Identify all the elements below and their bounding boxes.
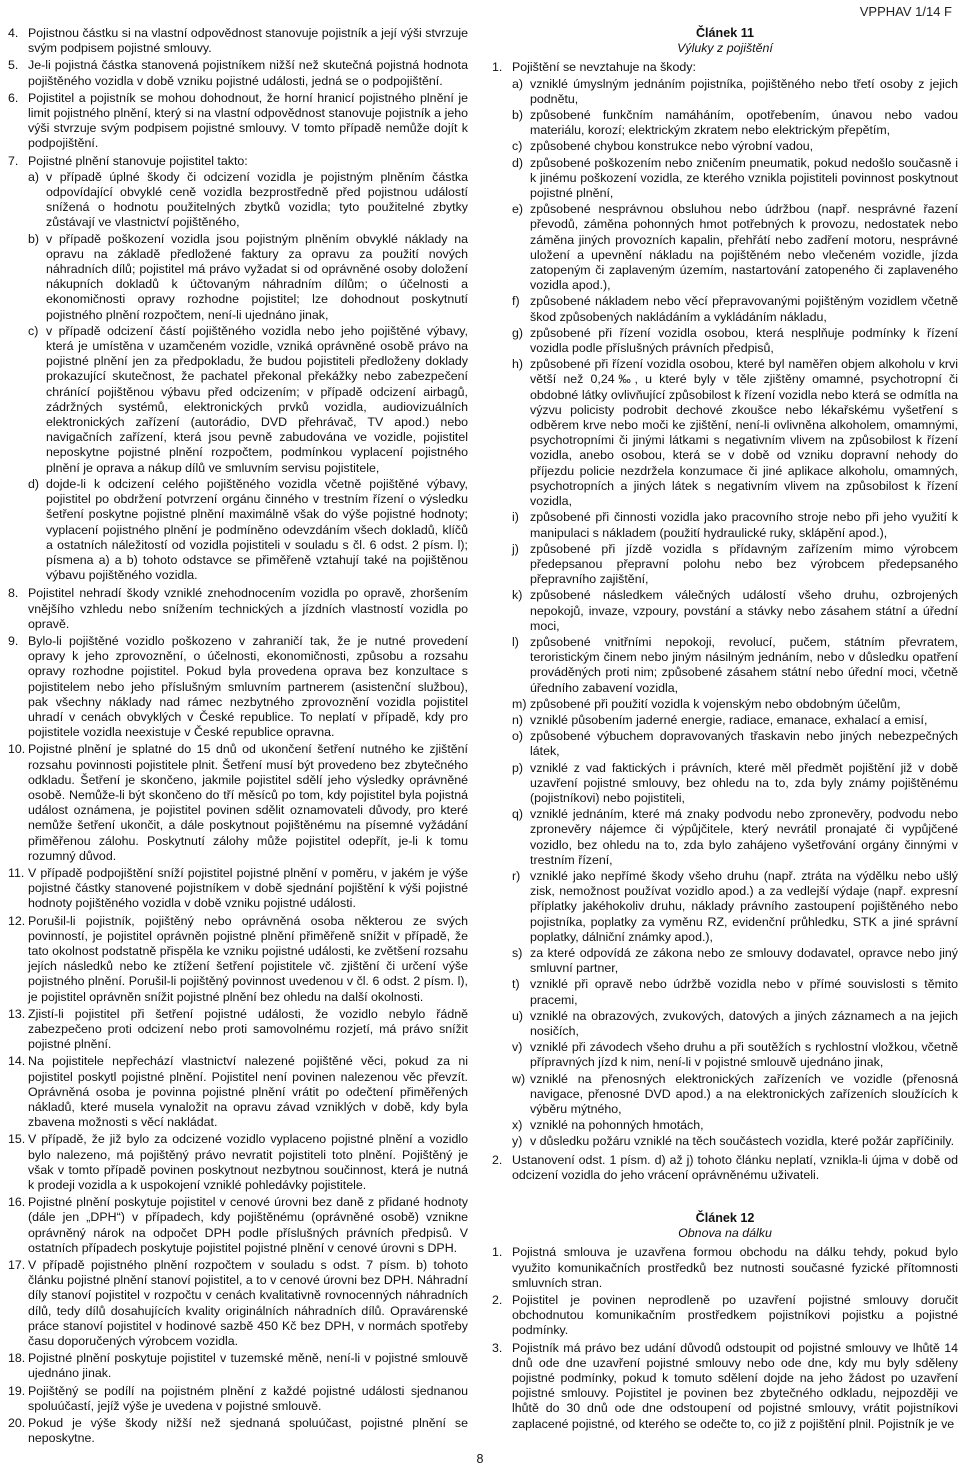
sub-text: způsobené při řízení vozidla osobou, které byl naměřen objem alkoholu v krvi větší než 0,24‰, u které byly v těle zjištěny omamné, psychotropní či obdobné látky ovlivňující způsobilost k řízení vozidla nebo která se odmítla na výzvu policisty podrobit dechové zkoušce nebo lékařskému vyšetření s odběrem krve nebo moči ke zjištění, není-li ovlivněna alkoholem, omamnými, psychotropními či jinými látkami s negativním vlivem na způsobilost k řízení vozidla, anebo osobou, která se v době od vzniku dopravní nehody do příjezdu policie nezdržela konzumace či jiné aplikace alkoholu, omamných, psychotropních a jiných látek s negativním vlivem na způsobilost k řízení vozidla, [530, 357, 958, 509]
sub-clause-b [28, 232, 468, 323]
sub-text: v důsledku požáru vzniklé na těch součástech vozidla, které požár zapříčinily. [530, 1134, 955, 1149]
clause-number: 8. [8, 586, 19, 601]
exclusion-l [512, 635, 958, 696]
clause-text: V případě podpojištění sníží pojistitel pojistné plnění v poměru, v jakém je výše pojistné částky stanovené pojistníkem v době sjednání pojištění k výši pojistné hodnoty pojištěného vozidla v době vzniku pojistné události. [28, 865, 468, 911]
sub-letter: s) [512, 945, 523, 960]
exclusion-x [512, 1118, 958, 1133]
document-code: VPPHAV 1/14 F [859, 4, 952, 19]
exclusion-n [512, 713, 958, 728]
clause-4 [8, 26, 468, 56]
clause-14 [8, 1054, 468, 1130]
art12-clause-3 [492, 1341, 958, 1432]
sub-text: způsobené výbuchem dopravovaných třaskavin nebo jiných nebezpečných látek, [530, 729, 958, 759]
sub-letter: d) [28, 476, 40, 491]
left-column [8, 26, 468, 1448]
sub-letter: e) [512, 202, 524, 217]
exclusion-g [512, 326, 958, 356]
sub-text: vzniklé jako nepřímé škody všeho druhu (např. ztráta na výdělku nebo ušlý zisk, nemožnost používat vozidlo apod.) a za vedlejší výdaje (např. expresní příplatky jakéhokoliv druhu, náklady právního zastoupení pojištěného nebo pojistníka, poplatky za vyměnu RZ, evidenční průhledku, STK a jiné správní poplatky, dálniční známky apod.), [530, 868, 958, 944]
sub-letter: f) [512, 294, 520, 309]
clause-number: 20. [8, 1416, 26, 1431]
sub-letter: i) [512, 510, 519, 525]
exclusion-h [512, 357, 958, 509]
exclusion-t [512, 977, 958, 1007]
sub-letter: b) [28, 231, 40, 246]
sub-letter: a) [512, 76, 524, 91]
exclusion-e [512, 202, 958, 293]
clause-text: Pokud je výše škody nižší než sjednaná spoluúčast, pojistné plnění se neposkytne. [28, 1416, 468, 1446]
clause-text: Pojistné plnění poskytuje pojistitel v cenové úrovni bez daně z přidané hodnoty (dále jen „DPH“) v případech, kdy pojištěnému (oprávněné osobě) vznikne oprávněný nárok na odpočet DPH podle příslušných právních předpisů. V ostatních případech poskytuje pojistitel pojistné plnění v cenové úrovni s DPH. [28, 1195, 468, 1255]
clause-number: 3. [492, 1340, 503, 1355]
exclusion-o [512, 729, 958, 759]
sub-letter: o) [512, 729, 524, 744]
clause-11 [8, 866, 468, 912]
sub-letter: p) [512, 760, 524, 775]
exclusion-y [512, 1134, 958, 1149]
clause-text: Zjistí-li pojistitel při šetření pojistné události, že vozidlo nebylo řádně zabezpečeno proti odcizení nebo proti samovolnému rozjetí, má právo snížit pojistné plnění. [28, 1006, 468, 1052]
sub-text: způsobené následkem válečných událostí všeho druhu, ozbrojených nepokojů, invaze, vzpoury, povstání a stávky nebo zásahem státní a úřední moci, [530, 588, 958, 633]
sub-text: v případě odcizení částí pojištěného vozidla nebo jeho pojištěné výbavy, která je umístěna v uzamčeném vozidle, vzniká oprávněné osobě právo na pojistné plnění jen za předpokladu, že budou pojistiteli předloženy doklady prokazující skutečnost, že pachatel překonal překážky nebo zabezpečení chránící pojištěnou výbavu před odcizením; v případě odcizení airbagů, zádržných systémů, elektronických prvků vozidla, audiovizuálních elektronických zařízení (autorádio, DVD přehrávač, TV apod.) nebo navigačních zařízení, která jsou pevně zabudována ve vozidle, pojistitel neposkytne pojistné plnění rozpočtem, podmínkou vyplacení pojistného plnění je oprava a nákup dílů ve smluvním servisu pojistitele, [46, 323, 468, 475]
sub-text: způsobené chybou konstrukce nebo výrobní vadou, [530, 139, 814, 154]
article-12-subtitle: Obnova na dálku [678, 1226, 772, 1241]
clause-number: 10. [8, 742, 26, 757]
sub-letter: x) [512, 1118, 523, 1133]
sub-clause-d [28, 477, 468, 583]
clause-text: Pojistitel a pojistník se mohou dohodnout, že horní hranicí pojistného plnění je limit pojistného plnění, který si na vlastní odpovědnost stanovuje pojistník a jeho výši stvrzuje svým podpisem pojistné smlouvy. V tomto případě nemůže dojít k podpojištění. [28, 90, 468, 151]
clause-text: Pojistitel je povinen neprodleně po uzavření pojistné smlouvy doručit obchodnutou komunikačním prostředkem pojistníkovi pojistku a pojistné podmínky. [512, 1293, 958, 1338]
sub-letter: j) [512, 541, 519, 556]
sub-text: vzniklé na obrazových, zvukových, datových a jiných záznamech a na jejich nosičích, [530, 1008, 958, 1038]
sub-letter: y) [512, 1134, 523, 1149]
clause-18 [8, 1351, 468, 1381]
exclusion-f [512, 294, 958, 324]
clause-10 [8, 742, 468, 864]
exclusion-i [512, 510, 958, 540]
sub-text: způsobené při jízdě vozidla s přídavným zařízením mimo výrobcem předepsanou přepravní polohu nebo bez výrobcem předepsaného přepravního zajištění, [530, 541, 958, 587]
clause-number: 7. [8, 153, 19, 168]
clause-number: 15. [8, 1132, 26, 1147]
sub-letter: a) [28, 169, 40, 184]
sub-text: způsobené nákladem nebo věcí přepravovanými pojištěným vozidlem včetně škod způsobených nakládáním a vykládáním nákladu, [530, 294, 958, 324]
clause-number: 17. [8, 1258, 26, 1273]
exclusion-p [512, 761, 958, 807]
clause-20 [8, 1416, 468, 1446]
sub-clause-a [28, 170, 468, 231]
sub-text: vzniklé na pohonných hmotách, [530, 1118, 704, 1133]
sub-letter: q) [512, 807, 524, 822]
clause-number: 5. [8, 58, 19, 73]
sub-letter: m) [512, 696, 527, 711]
sub-text: vzniklé z vad faktických i právních, které měl předmět pojištění již v době uzavření pojistné smlouvy, bez ohledu na to, zda byly známy pojištěnému (pojistníkovi) nebo pojistiteli, [530, 760, 958, 805]
exclusion-r [512, 869, 958, 945]
sub-letter: h) [512, 357, 524, 372]
sub-text: vzniklé při opravě nebo údržbě vozidla nebo v přímé souvislosti s těmito pracemi, [530, 977, 958, 1007]
clause-text: Je-li pojistná částka stanovená pojistníkem nižší než skutečná pojistná hodnota pojištěného vozidla v době vzniku pojistné události, jedná se o podpojištění. [28, 58, 468, 88]
sub-letter: c) [512, 139, 523, 154]
exclusion-u [512, 1009, 958, 1039]
clause-text: Porušil-li pojistník, pojištěný nebo oprávněná osoba některou ze svých povinností, je pojistitel oprávněn pojistné plnění přiměřeně snížit v případě, že tato okolnost podstatně přispěla ke vzniku pojistné události, ke zvětšení rozsahu jejích následků nebo ke ztížení šetření pojistitele vč. zjištění či určení výše pojistného plnění. Porušil-li pojištěný povinnost uvedenou v čl. 6 odst. 2 písm. l), je pojistitel oprávněn snížit pojistné plnění bez ohledu na další okolnosti. [28, 913, 468, 1004]
clause-number: 18. [8, 1351, 26, 1366]
clause-5 [8, 58, 468, 88]
clause-number: 1. [492, 1245, 503, 1260]
sub-letter: n) [512, 712, 524, 727]
clause-text: V případě pojistného plnění rozpočtem v souladu s odst. 7 písm. b) tohoto článku pojistné plnění stanoví pojistitel, a to v cenové úrovni bez DPH. Náhradní díly stanoví pojistitel v rozpočtu v cenách kvalitativně rovnocenných náhradních dílů, tedy dílů dosahujících kvality originálních náhradních dílů. Opravárenské práce stanoví pojistitel v hodinové sazbě 450 Kč bez DPH, v normách spotřeby času doporučených výrobcem vozidla. [28, 1258, 468, 1349]
exclusion-v [512, 1040, 958, 1070]
sub-text: způsobené při činnosti vozidla jako pracovního stroje nebo při jeho využití k manipulaci s nákladem (použití hydraulické ruky, sklápění apod.), [530, 510, 958, 540]
clause-number: 13. [8, 1006, 26, 1021]
exclusion-m [512, 697, 958, 712]
clause-8 [8, 586, 468, 632]
clause-7 [8, 154, 468, 585]
art11-clause-2 [492, 1153, 958, 1183]
clause-text: Pojistné plnění je splatné do 15 dnů od ukončení šetření nutného ke zjištění rozsahu povinnosti pojistitele plnit. Šetření musí být provedeno bez zbytečného odkladu. Šetření je skončeno, jakmile pojistitel sdělí jeho výsledky oprávněné osobě. Nemůže-li být skončeno do tří měsíců po tom, kdy pojistitel byla pojistná událost oznámena, je pojistitel povinen sdělit oznamovateli důvody, pro které nemůže šetření ukončit, a dále poskytnout pojištěnému na písemné vyžádání přiměřenou zálohu. Poskytnutí zálohy může pojistitel odepřít, je-li k tomu rozumný důvod. [28, 742, 468, 863]
clause-number: 16. [8, 1195, 26, 1210]
sub-letter: t) [512, 977, 520, 992]
clause-number: 6. [8, 90, 19, 105]
clause-13 [8, 1007, 468, 1053]
clause-number: 9. [8, 633, 19, 648]
sub-letter: b) [512, 108, 524, 123]
clause-text: V případě, že již bylo za odcizené vozidlo vyplaceno pojistné plnění a vozidlo bylo nalezeno, má pojištěný právo nevratit pojistiteli toto plnění. Pojištěný je však v tomto případě povinen poskytnout nezbytnou součinnost, která je nutná k prodeji vozidla a k uspokojení vzniklé pohledávky pojistitele. [28, 1132, 468, 1193]
sub-text: způsobené při řízení vozidla osobou, která nesplňuje podmínky k řízení vozidla podle příslušných právních předpisů, [530, 325, 958, 356]
exclusion-k [512, 588, 958, 634]
exclusion-a [512, 77, 958, 107]
clause-number: 2. [492, 1152, 503, 1167]
clause-15 [8, 1132, 468, 1193]
sub-letter: w) [512, 1071, 526, 1086]
sub-clause-c [28, 324, 468, 476]
clause-number: 2. [492, 1293, 503, 1308]
right-column [492, 26, 958, 1434]
art11-clause-1 [492, 60, 958, 1150]
clause-text: Pojistnou částku si na vlastní odpovědnost stanovuje pojistník a její výši stvrzuje svým podpisem pojistné smlouvy. [28, 26, 468, 56]
article-11-title: Článek 11 [695, 26, 755, 40]
sub-text: dojde-li k odcizení celého pojištěného vozidla včetně pojištěné výbavy, pojistitel po obdržení potvrzení orgánu činného v trestním řízení o výsledku šetření poskytne pojistné plnění maximálně však do výše pojistné hodnoty; vyplacení pojistného plnění je podmíněno odevzdáním všech dokladů, klíčů a ostatních náležitostí od vozidla pojistiteli v souladu s čl. 6 odst. 2 písm. l); písmena a) a b) tohoto odstavce se přiměřeně vztahují také na pojištěnou výbavu pojištěného vozidla. [46, 476, 468, 583]
clause-number: 12. [8, 913, 26, 928]
clause-number: 1. [492, 60, 503, 75]
clause-9 [8, 634, 468, 740]
sub-text: v případě úplné škody či odcizení vozidla je pojistným plněním částka odpovídající obvyklé ceně vozidla bezprostředně před pojistnou událostí snížená o hodnotu použitelných zbytků vozidla; tyto použitelné zbytky zůstávají ve vlastnictví pojištěného, [46, 169, 468, 230]
article-12-title: Článek 12 [695, 1211, 755, 1226]
clause-number: 11. [8, 865, 25, 880]
exclusion-c [512, 139, 958, 154]
sub-text: způsobené poškozením nebo zničením pneumatik, pokud nedošlo současně i k jinému poškození vozidla, ze kterého vznikla pojistiteli povinnost poskytnout pojistné plnění, [530, 155, 958, 201]
sub-text: způsobené vnitřními nepokoji, revolucí, pučem, státním převratem, teroristickým činem nebo jiným násilným jednáním, nebo v důsledku opatření prováděných proti nim; způsobené zásahem státní nebo úřední moci, včetně úředního zabavení vozidla, [530, 634, 958, 695]
exclusion-q [512, 807, 958, 868]
clause-text: Pojistník má právo bez udání důvodů odstoupit od pojistné smlouvy ve lhůtě 14 dnů ode dne uzavření pojistné smlouvy nebo ode dne, kdy mu byly sděleny pojistné podmínky, pokud k tomuto sdělení dojde na jeho žádost po uzavření pojistné smlouvy. Pojistitel je povinen bez zbytečného odkladu, nejpozději ve lhůtě do 30 dnů ode dne odstoupení od pojistné smlouvy, vrátit pojistníkovi zaplacené pojistné, od kterého se odečte to, co již z pojištění plnil. Pojistník je ve [512, 1340, 958, 1431]
clause-12 [8, 914, 468, 1005]
clause-number: 4. [8, 26, 19, 40]
sub-letter: r) [512, 868, 521, 883]
sub-letter: g) [512, 325, 524, 340]
clause-text: Ustanovení odst. 1 písm. d) až j) tohoto článku neplatí, vznikla-li újma v době od odcizení vozidla do jeho vrácení oprávněnému uživateli. [512, 1152, 958, 1182]
art12-clause-2 [492, 1293, 958, 1339]
sub-text: vzniklé úmyslným jednáním pojistníka, pojištěného nebo třetí osoby z jejich podnětu, [530, 76, 958, 106]
sub-letter: k) [512, 588, 523, 603]
clause-text: Pojištěný se podílí na pojistném plnění z každé pojistné události sjednanou spoluúčastí, jejíž výše je uvedena v pojistné smlouvě. [28, 1383, 468, 1413]
sub-text: způsobené nesprávnou obsluhou nebo údržbou (např. nesprávné řazení převodů, záměna pohonných hmot potřebných k provozu, nedostatek nebo záměna jiných provozních kapalin, přehřátí nebo zadření motoru, nesprávné uložení a upevnění nákladu na pojištěném nebo vlečeném vozidle, jízda zatopeným či zaplaveným územím, nastartování zatopeného či zaplaveného vozidla apod.), [530, 202, 958, 293]
clause-number: 14. [8, 1054, 26, 1069]
exclusion-d [512, 156, 958, 202]
page-number: 8 [476, 1452, 484, 1466]
exclusion-w [512, 1072, 958, 1118]
clause-text: Na pojistitele nepřechází vlastnictví nalezené pojištěné věci, pokud za ni pojistitel poskytl pojistné plnění. Pojistitel není povinen nalezenou věc převzít. Oprávněná osoba je povinna pojistné plnění vrátit po odečtení přiměřených nákladů, které musela vynaložit na opravu závad vzniklých v době, kdy byla zbavena možnosti s věcí nakládat. [28, 1054, 468, 1130]
sub-letter: v) [512, 1040, 523, 1055]
sub-text: za které odpovídá ze zákona nebo ze smlouvy dodavatel, opravce nebo jiný smluvní partner, [530, 945, 958, 976]
sub-letter: c) [28, 323, 39, 338]
sub-text: vzniklé při závodech všeho druhu a při soutěžích s rychlostní vložkou, včetně přípravných jízd k nim, není-li v pojistné smlouvě ujednáno jinak, [530, 1040, 958, 1070]
sub-letter: l) [512, 634, 519, 649]
sub-text: způsobené při použití vozidla k vojenským nebo obdobným účelům, [530, 696, 901, 711]
clause-6 [8, 91, 468, 152]
clause-lead: Pojistné plnění stanovuje pojistitel takto: [28, 153, 248, 168]
exclusion-b [512, 108, 958, 138]
clause-lead: Pojištění se nevztahuje na škody: [512, 60, 696, 75]
clause-text: Pojistná smlouva je uzavřena formou obchodu na dálku tehdy, pokud bylo využito komunikačních prostředků bez nutnosti současné fyzické přítomnosti smluvních stran. [512, 1245, 958, 1290]
clause-text: Bylo-li pojištěné vozidlo poškozeno v zahraničí tak, že je nutné provedení opravy k jeho zprovoznění, o účelnosti, ekonomičnosti, způsobu a rozsahu opravy rozhodne pojistitel. Pokud byla provedena oprava bez konzultace s pojistitelem nebo jeho příslušným smluvním partnerem (asistenční službou), pak všechny náklady nad rámec nezbytného zprovoznění vozidla pojistitel uhradí v cenách obvyklých v České republice. To neplatí v případě, kdy pro pojistitele vozidla neexistuje v České republice opravna. [28, 633, 468, 740]
clause-16 [8, 1195, 468, 1256]
article-11-subtitle: Výluky z pojištění [677, 41, 773, 56]
clause-text: Pojistitel nehradí škody vzniklé znehodnocením vozidla po opravě, zhoršením vnějšího vzhledu nebo snížením technických a jízdních vlastností vozidla po opravě. [28, 586, 468, 631]
sub-letter: d) [512, 155, 524, 170]
sub-text: vzniklé působením jaderné energie, radiace, emanace, exhalací a emisí, [530, 712, 928, 727]
clause-text: Pojistné plnění poskytuje pojistitel v tuzemské měně, není-li v pojistné smlouvě ujednáno jinak. [28, 1351, 468, 1381]
sub-text: vzniklé jednáním, které má znaky podvodu nebo zpronevěry, podvodu nebo zpronevěry nájemce či výpůjčitele, který nevrátil pronajaté či vypůjčené vozidlo, bez ohledu na to, zda bylo zahájeno vyšetřování orgány činnými v trestním řízení, [530, 807, 958, 867]
exclusion-j [512, 542, 958, 588]
clause-17 [8, 1258, 468, 1349]
sub-text: v případě poškození vozidla jsou pojistným plněním obvyklé náklady na opravu na základě předložené faktury za opravu za použití nových náhradních dílů; pojistitel má právo vyžadat si od oprávněné osoby doložení nákupních dokladů k účtovaným náhradním dílům; o účelnosti a ekonomičnosti opravy rozhodne pojistitel; lze dohodnout poskytnutí pojistného plnění rozpočtem, není-li ujednáno jinak, [46, 231, 468, 322]
exclusion-s [512, 946, 958, 976]
clause-number: 19. [8, 1383, 26, 1398]
sub-text: způsobené funkčním namáháním, opotřebením, únavou nebo vadou materiálu, korozí; elektrickým zkratem nebo elektrickým přepětím, [530, 108, 958, 138]
sub-text: vzniklé na přenosných elektronických zařízeních ve vozidle (přenosná navigace, přenosné DVD apod.) a na elektronických zařízeních sloužících k výběru mýtného, [530, 1071, 958, 1117]
sub-letter: u) [512, 1008, 524, 1023]
art12-clause-1 [492, 1245, 958, 1291]
clause-19 [8, 1384, 468, 1414]
